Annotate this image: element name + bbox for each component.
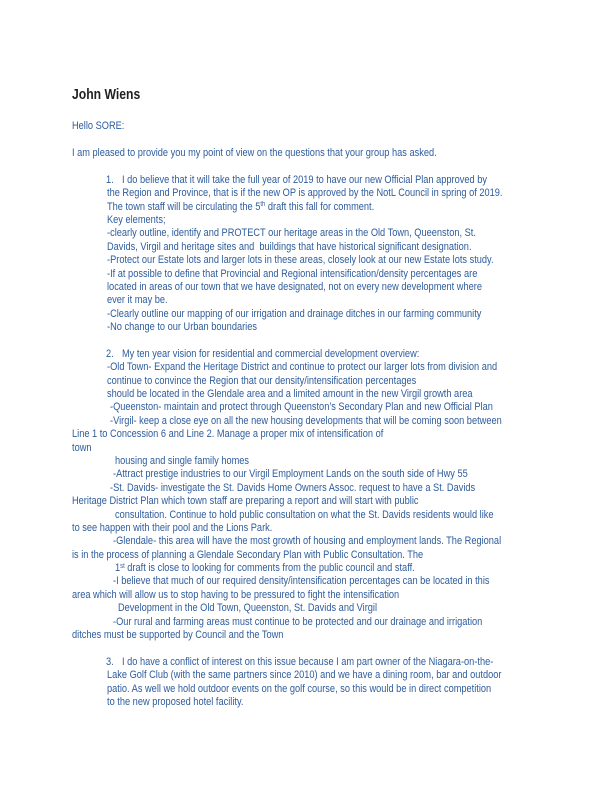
document-line <box>106 348 572 361</box>
document-line <box>72 549 572 562</box>
text-segment: should be located in the Glendale area and a limited amount in the new Virgil growth area <box>107 388 473 401</box>
greeting-line <box>72 120 572 133</box>
text-segment: draft this fall for comment. <box>265 200 375 213</box>
text-segment: patio. As well we hold outdoor events on the golf course, so this would be in direct competition <box>107 682 492 695</box>
document-line-text <box>113 575 490 588</box>
document-line-text <box>107 214 166 227</box>
document-line <box>107 669 572 682</box>
text-segment: -Protect our Estate lots and larger lots in these areas, closely look at our new Estate lots study. <box>107 254 494 267</box>
document-line-text <box>110 401 493 414</box>
document-line-text <box>113 616 482 629</box>
author-name-text: John Wiens <box>72 87 141 103</box>
document-line-text <box>107 388 473 401</box>
document-line-text <box>113 468 468 481</box>
text-segment: Line 1 to Concession 6 and Line 2. Manage a proper mix of intensification of <box>72 428 384 441</box>
document-line <box>107 241 572 254</box>
document-line-text <box>115 562 415 576</box>
answer-1 <box>72 174 572 335</box>
superscript-text: st <box>120 562 125 570</box>
document-line <box>107 321 572 334</box>
text-segment: to the new proposed hotel facility. <box>107 696 244 708</box>
document-line-text <box>72 549 423 562</box>
document-line-text <box>107 187 503 200</box>
document-line <box>106 656 572 669</box>
document-line <box>72 428 572 441</box>
text-segment: -Queenston- maintain and protect through Queenston’s Secondary Plan and new Official Plan <box>110 401 493 414</box>
document-line-text <box>110 482 475 495</box>
text-segment: draft is close to looking for comments from the public council and staff. <box>124 562 415 575</box>
text-segment: -Clearly outline our mapping of our irrigation and drainage ditches in our farming community <box>107 307 482 320</box>
document-line <box>107 201 572 214</box>
document-line-text <box>107 294 168 307</box>
document-line-text <box>107 361 497 374</box>
document-line <box>107 375 572 388</box>
text-segment: located in areas of our town that we have designated, not on every new development where <box>107 280 482 293</box>
document-line <box>113 616 572 629</box>
document-line-text <box>107 683 491 696</box>
document-line-text <box>107 254 494 267</box>
text-segment: ditches must be supported by Council and the Town <box>72 629 284 642</box>
document-line <box>107 227 572 240</box>
text-segment: -No change to our Urban boundaries <box>107 321 257 334</box>
document-line <box>107 281 572 294</box>
intro-text: I am pleased to provide you my point of view on the questions that your group has asked. <box>72 146 437 159</box>
document-line-text <box>107 268 477 281</box>
document-line-text <box>72 589 399 602</box>
document-line <box>72 495 572 508</box>
document-line-text <box>72 442 92 455</box>
text-segment: -Attract prestige industries to our Virgil Employment Lands on the south side of Hwy 55 <box>113 468 468 481</box>
document-body <box>72 174 572 710</box>
answer-3 <box>72 656 572 710</box>
document-line-text <box>115 455 249 468</box>
document-line <box>110 401 572 414</box>
document-line <box>113 575 572 588</box>
document-line <box>107 361 572 374</box>
document-line-text <box>106 174 487 187</box>
text-segment: Key elements; <box>107 213 166 226</box>
document-line-text <box>72 629 283 642</box>
document-line <box>110 415 572 428</box>
document-line <box>115 562 572 575</box>
text-segment: is in the process of planning a Glendale Secondary Plan with Public Consultation. The <box>72 548 424 561</box>
text-segment: consultation. Continue to hold public consultation on what the St. Davids residents would like <box>115 508 494 521</box>
document-line-text <box>107 308 481 321</box>
document-line <box>106 174 572 187</box>
author-name <box>72 88 572 103</box>
text-segment: I do have a conflict of interest on this issue because I am part owner of the Niagara-on-the- <box>121 655 494 668</box>
text-segment: Heritage District Plan which town staff are preparing a report and will start with public <box>72 495 419 508</box>
document-line <box>107 696 572 709</box>
text-segment: -Our rural and farming areas must continue to be protected and our drainage and irrigation <box>113 615 483 628</box>
text-segment: My ten year vision for residential and commercial development overview: <box>121 347 420 360</box>
document-line <box>107 294 572 307</box>
document-line-text <box>106 656 493 669</box>
document-line <box>107 683 572 696</box>
document-line-text <box>107 375 416 388</box>
greeting-text: Hello SORE: <box>72 120 125 132</box>
text-segment: the Region and Province, that is if the new OP is approved by the NotL Council in spring of 2019. <box>107 187 503 200</box>
intro-line <box>72 147 572 160</box>
document-line <box>110 482 572 495</box>
text-segment: Development in the Old Town, Queenston, St. Davids and Virgil <box>118 602 378 615</box>
document-line-text <box>72 495 418 508</box>
text-segment: to see happen with their pool and the Lions Park. <box>72 521 273 534</box>
document-line <box>115 455 572 468</box>
document-line-text <box>107 241 472 254</box>
document-line-text <box>107 281 482 294</box>
document-line <box>72 629 572 642</box>
document-line <box>72 522 572 535</box>
text-segment: -If at possible to define that Provincial and Regional intensification/density percentages are <box>107 267 478 280</box>
text-segment: Davids, Virgil and heritage sites and buildings that have historical significant designation. <box>107 240 472 253</box>
list-item-number: 2. <box>106 347 114 360</box>
text-segment: Lake Golf Club (with the same partners since 2010) and we have a dining room, bar and outdoor <box>107 669 502 682</box>
superscript-text: th <box>260 201 266 209</box>
document-content <box>72 88 572 709</box>
text-segment: continue to convince the Region that our density/intensification percentages <box>107 374 417 387</box>
document-line <box>107 214 572 227</box>
document-line <box>107 268 572 281</box>
text-segment: The town staff will be circulating the 5 <box>107 200 261 213</box>
document-line <box>118 602 572 615</box>
text-segment: -clearly outline, identify and PROTECT our heritage areas in the Old Town, Queenston, St. <box>107 227 476 240</box>
document-line <box>113 535 572 548</box>
document-line-text <box>72 522 272 535</box>
text-segment: -Old Town- Expand the Heritage District and continue to protect our larger lots from division and <box>107 361 498 374</box>
text-segment: town <box>72 441 92 454</box>
document-line <box>107 187 572 200</box>
document-line-text <box>113 535 501 548</box>
document-line-text <box>107 227 476 240</box>
document-line <box>107 308 572 321</box>
text-segment: -Virgil- keep a close eye on all the new housing developments that will be coming soon between <box>110 414 502 427</box>
document-line <box>72 442 572 455</box>
text-segment: 1 <box>115 562 121 575</box>
answer-2 <box>72 348 572 643</box>
document-line <box>107 254 572 267</box>
document-line <box>72 589 572 602</box>
text-segment: ever it may be. <box>107 294 168 307</box>
list-item-number: 1. <box>106 173 114 186</box>
document-line-text <box>110 415 502 428</box>
document-line-text <box>107 201 374 215</box>
text-segment: area which will allow us to stop having to be pressured to fight the intensification <box>72 588 400 601</box>
document-line-text <box>107 321 257 334</box>
document-line-text <box>107 669 501 682</box>
document-line-text <box>107 696 243 709</box>
document-line-text <box>115 509 494 522</box>
text-segment: I do believe that it will take the full year of 2019 to have our new Official Plan approved by <box>121 173 487 186</box>
text-segment: -St. Davids- investigate the St. Davids Home Owners Assoc. request to have a St. Davids <box>110 481 476 494</box>
document-line <box>113 468 572 481</box>
list-item-number: 3. <box>106 655 114 668</box>
document-line-text <box>72 428 383 441</box>
text-segment: -I believe that much of our required density/intensification percentages can be located in this <box>113 575 490 588</box>
document-line <box>115 509 572 522</box>
text-segment: -Glendale- this area will have the most growth of housing and employment lands. The Regional <box>113 535 502 548</box>
document-line-text <box>106 348 419 361</box>
text-segment: housing and single family homes <box>115 454 250 467</box>
document-line-text <box>118 602 377 615</box>
document-line <box>107 388 572 401</box>
